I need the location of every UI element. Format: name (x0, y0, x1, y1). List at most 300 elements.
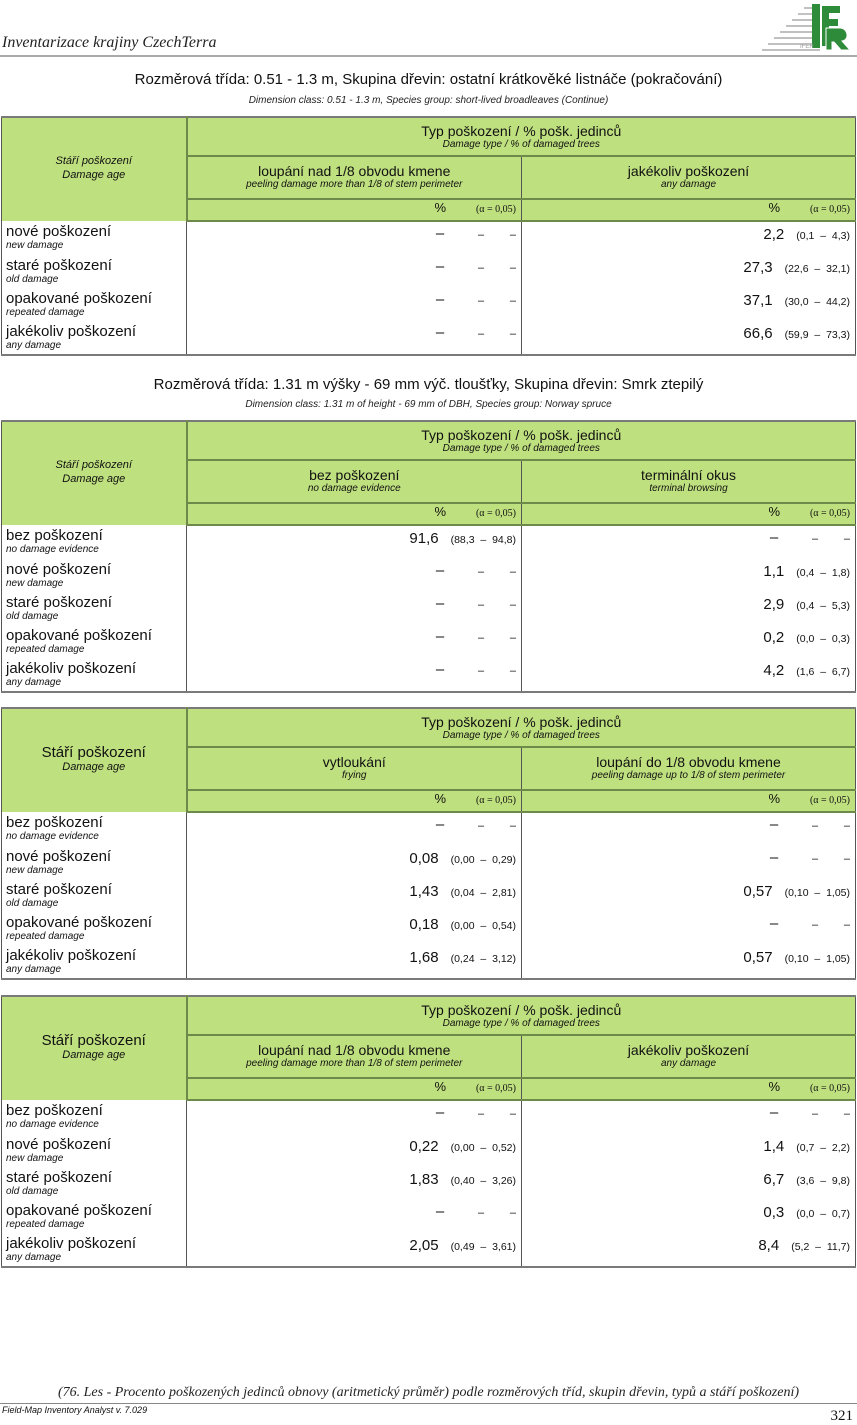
ci-separator: – (820, 1175, 827, 1187)
dash-mean: – (435, 1104, 445, 1121)
confidence-interval: (0,1 – 4,3) (796, 230, 850, 242)
age-header-cz: Stáří poškození (41, 1032, 146, 1049)
damage-type-header (187, 117, 856, 156)
row-label-en: new damage (6, 240, 64, 251)
confidence-interval: (88,3 – 94,8) (450, 534, 516, 546)
no-value (420, 288, 521, 308)
row-label-en: repeated damage (6, 644, 85, 655)
dash-mean: – (435, 324, 445, 341)
header-row (2, 117, 856, 156)
ci-separator: – (480, 1175, 487, 1187)
ci-low: 22,6 (788, 263, 809, 275)
ci-separator: – (480, 920, 487, 932)
confidence-interval: (59,9 – 73,3) (784, 329, 850, 341)
cell-column-2 (522, 1100, 856, 1134)
dash-low: – (811, 853, 819, 865)
value-with-ci (758, 1233, 855, 1254)
table-row (2, 592, 856, 625)
table-row (2, 1167, 856, 1200)
section-subtitle: Dimension class: 1.31 m of height - 69 mm of DBH, Species group: Norway spruce (245, 399, 612, 410)
ci-high: 0,54 (492, 920, 513, 932)
damage-table (1, 707, 856, 980)
cell-column-2 (522, 945, 856, 979)
no-value (420, 592, 521, 612)
cell-column-2 (522, 658, 856, 692)
ci-separator: – (820, 666, 827, 678)
ifer-logo (760, 2, 854, 52)
unit-header (522, 503, 856, 525)
damage-type-header (187, 708, 856, 747)
dash-mean: – (769, 849, 779, 866)
column-2-en: terminal browsing (649, 483, 728, 494)
ci-separator: – (480, 1142, 487, 1154)
table-row (2, 625, 856, 658)
header-row (2, 996, 856, 1035)
mean-value: 2,05 (409, 1237, 439, 1254)
damage-type-cz: Typ poškození / % pošk. jedinců (421, 714, 622, 730)
footer-divider (0, 1403, 857, 1404)
column-1-en: frying (342, 770, 367, 781)
table-row (2, 1134, 856, 1167)
ci-low: 59,9 (788, 329, 809, 341)
mean-value: 0,3 (763, 1204, 785, 1221)
no-value (420, 813, 521, 833)
ci-high: 1,05 (826, 887, 847, 899)
confidence-interval: (0,04 – 2,81) (450, 887, 516, 899)
row-label-en: any damage (6, 1252, 62, 1263)
cell-column-1 (187, 221, 522, 255)
ci-separator: – (820, 1208, 827, 1220)
column-header-2 (522, 156, 856, 199)
ci-separator: – (814, 263, 821, 275)
section-subtitle: Dimension class: 0.51 - 1.3 m, Species group: short-lived broadleaves (Continue) (248, 95, 609, 106)
ci-high: 4,3 (831, 230, 847, 242)
unit-header (522, 790, 856, 812)
confidence-interval: (0,00 – 0,52) (450, 1142, 516, 1154)
ci-high: 11,7 (826, 1241, 847, 1253)
row-label-cz: jakékoliv poškození (6, 323, 137, 340)
row-label-cz: jakékoliv poškození (6, 947, 137, 964)
confidence-interval: (0,40 – 3,26) (450, 1175, 516, 1187)
cell-column-2 (522, 221, 856, 255)
ci-high: 1,05 (826, 953, 847, 965)
row-label-en: repeated damage (6, 307, 85, 318)
dash-high: – (509, 262, 516, 274)
confidence-interval: (0,24 – 3,12) (450, 953, 516, 965)
row-label-en: no damage evidence (6, 544, 99, 555)
no-value (420, 658, 521, 678)
alpha-label: (α = 0,05) (809, 204, 850, 215)
dash-high: – (843, 533, 850, 545)
confidence-interval: (0,00 – 0,29) (450, 854, 516, 866)
dash-mean: – (769, 529, 779, 546)
row-label-cz: opakované poškození (6, 914, 152, 931)
alpha-label: (α = 0,05) (809, 508, 850, 519)
cell-column-2 (522, 625, 856, 658)
no-value (754, 526, 855, 546)
row-label-en: any damage (6, 964, 62, 975)
confidence-interval: (0,10 – 1,05) (784, 887, 850, 899)
table-row (2, 559, 856, 592)
confidence-interval: (0,0 – 0,3) (796, 633, 850, 645)
row-label (2, 559, 187, 592)
column-2-cz: jakékoliv poškození (627, 1042, 750, 1058)
mean-value: 1,43 (409, 883, 439, 900)
mean-value: 6,7 (763, 1171, 785, 1188)
mean-value: 0,57 (743, 883, 773, 900)
ci-separator: – (820, 600, 827, 612)
dash-high: – (509, 820, 516, 832)
header-divider (0, 55, 857, 57)
mean-value: 1,1 (763, 563, 785, 580)
cell-column-1 (187, 1134, 522, 1167)
column-1-cz: bez poškození (309, 467, 400, 483)
damage-type-header (187, 996, 856, 1035)
table-row (2, 879, 856, 912)
confidence-interval: (0,00 – 0,54) (450, 920, 516, 932)
cell-column-1 (187, 1167, 522, 1200)
confidence-interval: (0,4 – 1,8) (796, 567, 850, 579)
ci-high: 0,3 (831, 633, 847, 645)
ci-separator: – (820, 567, 827, 579)
dash-high: – (509, 229, 516, 241)
ci-high: 0,29 (492, 854, 513, 866)
mean-value: 37,1 (743, 292, 773, 309)
mean-value: 1,68 (409, 949, 439, 966)
row-label (2, 288, 187, 321)
age-header (2, 422, 186, 522)
row-label (2, 1134, 187, 1167)
mean-value: 0,18 (409, 916, 439, 933)
dash-high: – (843, 853, 850, 865)
ci-high: 9,8 (831, 1175, 847, 1187)
dash-high: – (509, 295, 516, 307)
ci-separator: – (815, 1241, 821, 1253)
row-label-en: old damage (6, 611, 59, 622)
cell-column-1 (187, 559, 522, 592)
value-with-ci (743, 321, 855, 342)
section-title: Rozměrová třída: 1.31 m výšky - 69 mm výč. tloušťky, Skupina dřevin: Smrk ztepilý (153, 376, 704, 393)
value-with-ci (409, 912, 521, 933)
row-label-cz: nové poškození (6, 1136, 112, 1153)
row-label-cz: staré poškození (6, 594, 112, 611)
cell-column-1 (187, 525, 522, 559)
ci-low: 0,10 (788, 953, 809, 965)
dash-low: – (477, 328, 485, 340)
ci-low: 5,2 (794, 1241, 810, 1253)
age-column-header (2, 708, 187, 812)
percent-label: % (434, 504, 446, 519)
no-value (420, 1101, 521, 1121)
value-with-ci (409, 1233, 521, 1254)
damage-table (1, 420, 856, 693)
row-label-en: old damage (6, 274, 59, 285)
percent-label: % (768, 1079, 780, 1094)
value-with-ci (763, 1167, 855, 1188)
value-with-ci (763, 559, 855, 580)
damage-table (1, 995, 856, 1268)
ci-low: 0,10 (788, 887, 809, 899)
ci-low: 88,3 (454, 534, 475, 546)
ci-high: 6,7 (831, 666, 847, 678)
table-row (2, 288, 856, 321)
mean-value: 66,6 (743, 325, 773, 342)
no-value (420, 1200, 521, 1220)
unit-header (187, 199, 522, 221)
damage-table (1, 116, 856, 356)
ci-low: 0,00 (454, 1142, 475, 1154)
mean-value: 0,2 (763, 629, 785, 646)
cell-column-1 (187, 1233, 522, 1267)
damage-type-en: Damage type / % of damaged trees (442, 1018, 600, 1029)
row-label (2, 221, 187, 255)
column-1-cz: loupání nad 1/8 obvodu kmene (258, 1042, 451, 1058)
age-header-cz: Stáří poškození (41, 744, 146, 761)
header-row (2, 708, 856, 747)
row-label-en: any damage (6, 677, 62, 688)
ci-high: 3,12 (492, 953, 513, 965)
logo-text: IFER (800, 44, 814, 50)
dash-mean: – (435, 291, 445, 308)
table-row (2, 221, 856, 255)
cell-column-2 (522, 1167, 856, 1200)
ci-separator: – (480, 854, 487, 866)
cell-column-1 (187, 658, 522, 692)
value-with-ci (763, 625, 855, 646)
value-with-ci (409, 879, 521, 900)
dash-mean: – (435, 661, 445, 678)
damage-type-en: Damage type / % of damaged trees (442, 730, 600, 741)
dash-low: – (811, 1108, 819, 1120)
ci-separator: – (820, 1142, 827, 1154)
mean-value: 2,2 (763, 226, 785, 243)
damage-type-cz: Typ poškození / % pošk. jedinců (421, 427, 622, 443)
confidence-interval: (1,6 – 6,7) (796, 666, 850, 678)
dash-low: – (477, 229, 485, 241)
age-header-cz: Stáří poškození (55, 459, 132, 471)
confidence-interval: (30,0 – 44,2) (784, 296, 850, 308)
row-label-cz: bez poškození (6, 814, 103, 831)
ci-low: 0,4 (799, 567, 815, 579)
ci-high: 2,2 (831, 1142, 847, 1154)
table-row (2, 321, 856, 355)
ci-low: 0,00 (454, 854, 475, 866)
cell-column-1 (187, 1100, 522, 1134)
table-row (2, 1100, 856, 1134)
cell-column-1 (187, 812, 522, 846)
cell-column-2 (522, 879, 856, 912)
value-with-ci (743, 879, 855, 900)
ci-low: 0,40 (454, 1175, 475, 1187)
alpha-label: (α = 0,05) (475, 508, 516, 519)
age-header (2, 118, 186, 218)
cell-column-2 (522, 1200, 856, 1233)
percent-label: % (768, 791, 780, 806)
dash-mean: – (435, 258, 445, 275)
mean-value: 2,9 (763, 596, 785, 613)
confidence-interval: (5,2 – 11,7) (791, 1241, 850, 1253)
age-header-en: Damage age (62, 1049, 126, 1061)
no-value (420, 559, 521, 579)
dash-low: – (477, 295, 485, 307)
age-header (2, 709, 186, 809)
mean-value: 91,6 (409, 530, 439, 547)
row-label-en: old damage (6, 898, 59, 909)
table-row (2, 912, 856, 945)
column-2-cz: terminální okus (641, 467, 736, 483)
ci-high: 2,81 (492, 887, 513, 899)
no-value (420, 321, 521, 341)
percent-label: % (434, 1079, 446, 1094)
unit-header (522, 199, 856, 221)
ci-high: 3,61 (492, 1241, 513, 1253)
ci-high: 32,1 (826, 263, 847, 275)
row-label (2, 255, 187, 288)
mean-value: 0,08 (409, 850, 439, 867)
dash-high: – (509, 665, 516, 677)
unit-header (522, 1078, 856, 1100)
alpha-label: (α = 0,05) (475, 1083, 516, 1094)
ci-low: 30,0 (788, 296, 809, 308)
ci-separator: – (814, 329, 821, 341)
dash-low: – (477, 599, 485, 611)
alpha-label: (α = 0,05) (475, 795, 516, 806)
damage-type-header (187, 421, 856, 460)
column-header-2 (522, 747, 856, 790)
ci-low: 0,1 (799, 230, 815, 242)
row-label (2, 879, 187, 912)
age-header-en: Damage age (62, 761, 126, 773)
no-value (420, 625, 521, 645)
ci-low: 0,00 (454, 920, 475, 932)
row-label-cz: bez poškození (6, 527, 103, 544)
ci-high: 3,26 (492, 1175, 513, 1187)
age-header-en: Damage age (62, 169, 126, 181)
column-header-1 (187, 1035, 522, 1078)
value-with-ci (763, 1134, 855, 1155)
report-title: Inventarizace krajiny CzechTerra (2, 34, 217, 51)
value-with-ci (409, 846, 521, 867)
cell-column-2 (522, 592, 856, 625)
age-column-header (2, 996, 187, 1100)
no-value (754, 1101, 855, 1121)
dash-high: – (843, 1108, 850, 1120)
dash-low: – (477, 262, 485, 274)
column-1-cz: loupání nad 1/8 obvodu kmene (258, 163, 451, 179)
damage-type-en: Damage type / % of damaged trees (442, 443, 600, 454)
row-label-en: new damage (6, 1153, 64, 1164)
dash-low: – (811, 533, 819, 545)
ci-high: 94,8 (492, 534, 513, 546)
value-with-ci (763, 658, 855, 679)
row-label-cz: jakékoliv poškození (6, 1235, 137, 1252)
dash-mean: – (769, 1104, 779, 1121)
ci-separator: – (814, 953, 821, 965)
ci-low: 0,0 (799, 633, 815, 645)
dash-low: – (477, 566, 485, 578)
row-label-en: new damage (6, 578, 64, 589)
confidence-interval: (0,10 – 1,05) (784, 953, 850, 965)
ci-separator: – (820, 230, 827, 242)
row-label (2, 525, 187, 559)
column-header-1 (187, 747, 522, 790)
mean-value: 1,83 (409, 1171, 439, 1188)
ci-high: 5,3 (831, 600, 847, 612)
cell-column-1 (187, 288, 522, 321)
cell-column-2 (522, 912, 856, 945)
column-2-en: any damage (660, 1058, 717, 1069)
value-with-ci (743, 945, 855, 966)
dash-mean: – (769, 915, 779, 932)
no-value (420, 222, 521, 242)
age-header-cz: Stáří poškození (55, 155, 132, 167)
confidence-interval: (0,0 – 0,7) (796, 1208, 850, 1220)
ci-separator: – (820, 633, 827, 645)
cell-column-2 (522, 255, 856, 288)
column-header-1 (187, 460, 522, 503)
cell-column-1 (187, 625, 522, 658)
section-title: Rozměrová třída: 0.51 - 1.3 m, Skupina dřevin: ostatní krátkověké listnáče (pokračování) (134, 71, 723, 88)
value-with-ci (743, 255, 855, 276)
confidence-interval: (0,4 – 5,3) (796, 600, 850, 612)
dash-mean: – (769, 816, 779, 833)
cell-column-1 (187, 879, 522, 912)
row-label-cz: staré poškození (6, 881, 112, 898)
row-label-cz: nové poškození (6, 561, 112, 578)
ci-separator: – (480, 953, 487, 965)
age-column-header (2, 421, 187, 525)
cell-column-1 (187, 321, 522, 355)
table-row (2, 812, 856, 846)
unit-header (187, 790, 522, 812)
dash-low: – (477, 665, 485, 677)
column-1-en: no damage evidence (307, 483, 401, 494)
ci-high: 0,7 (831, 1208, 847, 1220)
dash-low: – (811, 820, 819, 832)
row-label-en: repeated damage (6, 1219, 85, 1230)
no-value (754, 813, 855, 833)
cell-column-2 (522, 1134, 856, 1167)
confidence-interval: (0,7 – 2,2) (796, 1142, 850, 1154)
column-2-cz: loupání do 1/8 obvodu kmene (596, 754, 781, 770)
damage-type-en: Damage type / % of damaged trees (442, 139, 600, 150)
unit-header (187, 1078, 522, 1100)
row-label (2, 846, 187, 879)
ci-low: 1,6 (799, 666, 815, 678)
alpha-label: (α = 0,05) (475, 204, 516, 215)
no-value (754, 846, 855, 866)
row-label (2, 1100, 187, 1134)
row-label-cz: staré poškození (6, 1169, 112, 1186)
unit-header (187, 503, 522, 525)
table-row (2, 255, 856, 288)
row-label-en: new damage (6, 865, 64, 876)
row-label-en: repeated damage (6, 931, 85, 942)
ci-separator: – (814, 296, 821, 308)
dash-mean: – (435, 628, 445, 645)
ci-low: 0,0 (799, 1208, 815, 1220)
ci-low: 0,49 (454, 1241, 475, 1253)
dash-low: – (477, 632, 485, 644)
row-label (2, 1167, 187, 1200)
mean-value: 4,2 (763, 662, 785, 679)
column-1-cz: vytloukání (322, 754, 386, 770)
row-label-cz: nové poškození (6, 223, 112, 240)
dash-low: – (477, 820, 485, 832)
table-row (2, 658, 856, 692)
dash-low: – (811, 919, 819, 931)
dash-high: – (509, 1207, 516, 1219)
